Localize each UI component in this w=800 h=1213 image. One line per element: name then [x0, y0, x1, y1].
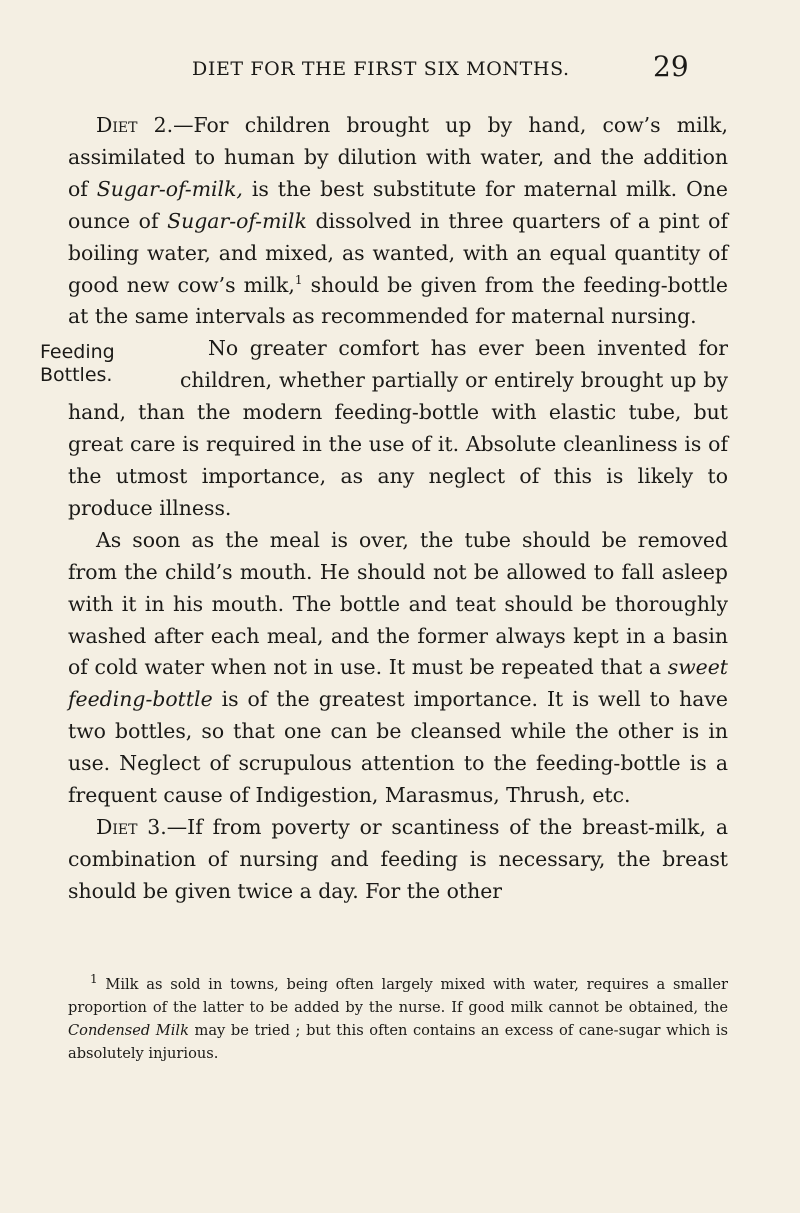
running-head: DIET FOR THE FIRST SIX MONTHS.: [192, 58, 570, 80]
diet-2-label: Diet 2.: [96, 113, 174, 137]
footnote-1: [68, 973, 728, 1065]
diet-2-text: dissolved in three quarters of a pint of boiling water, and mixed, as wanted, with an equal quantity of good new cow’s milk,: [68, 208, 728, 297]
diet-3-text: —If from poverty or scantiness of the breast-milk, a combination of nursing and feeding is necessary, the breast should be given twice a day. For the other: [68, 814, 728, 903]
footnote-text: Milk as sold in towns, being often largely mixed with water, requires a smaller proportion of the latter to be added by the nurse. If good milk cannot be obtained, the: [68, 976, 728, 1016]
emphasis-condensed-milk: Condensed Milk: [68, 1022, 189, 1039]
paragraph-diet-2: [68, 110, 728, 333]
sidenote-feeding-bottles: Feeding Bottles.: [40, 341, 115, 387]
footnotes: [68, 973, 728, 1065]
footnote-text: may be tried ; but this often contains an excess of cane-sugar which is absolutely injurious.: [68, 1022, 728, 1062]
emphasis-sugar-of-milk: Sugar-of-milk,: [96, 176, 243, 201]
footnote-marker: 1: [90, 972, 98, 987]
paragraph-feeding-bottles: [40, 333, 728, 524]
diet-2-text: —For children brought up by hand, cow’s milk, assimilated to human by dilution with water, and the addition of: [68, 113, 728, 201]
diet-3-label: Diet 3.: [96, 814, 167, 839]
page-number: 29: [653, 50, 689, 83]
meal-text: is of the greatest importance. It is well to have two bottles, so that one can be cleansed while the other is in use. Neglect of scrupulous attention to the feeding-bottle is a frequent cause of Indigestion, Marasmus, Thrush, etc.: [68, 687, 728, 808]
emphasis-sugar-of-milk: Sugar-of-milk: [167, 208, 307, 233]
paragraph-meal: [68, 525, 728, 812]
body-text: [40, 110, 728, 908]
emphasis-sweet-feeding-bottle: sweet feeding-bottle: [68, 655, 728, 712]
feeding-bottles-text: No greater comfort has ever been invented for children, whether partially or entirely brought up by hand, than the modern feeding-bottle with elastic tube, but great care is required in the use of it. Absolute cleanliness is of the utmost importance, as any neglect of this is likely to produce illness.: [68, 336, 728, 520]
paragraph-diet-3: [68, 812, 728, 908]
meal-text: As soon as the meal is over, the tube should be removed from the child’s mouth. He should not be allowed to fall asleep with it in his mouth. The bottle and teat should be thoroughly washed after each meal, and the former always kept in a basin of cold water when not in use. It must be repeated that a: [68, 527, 728, 680]
diet-2-text: should be given from the feeding-bottle at the same intervals as recommended for maternal nursing.: [68, 272, 728, 329]
footnote-reference: 1: [294, 272, 303, 287]
diet-2-text: is the best substitute for maternal milk. One ounce of: [68, 176, 728, 233]
